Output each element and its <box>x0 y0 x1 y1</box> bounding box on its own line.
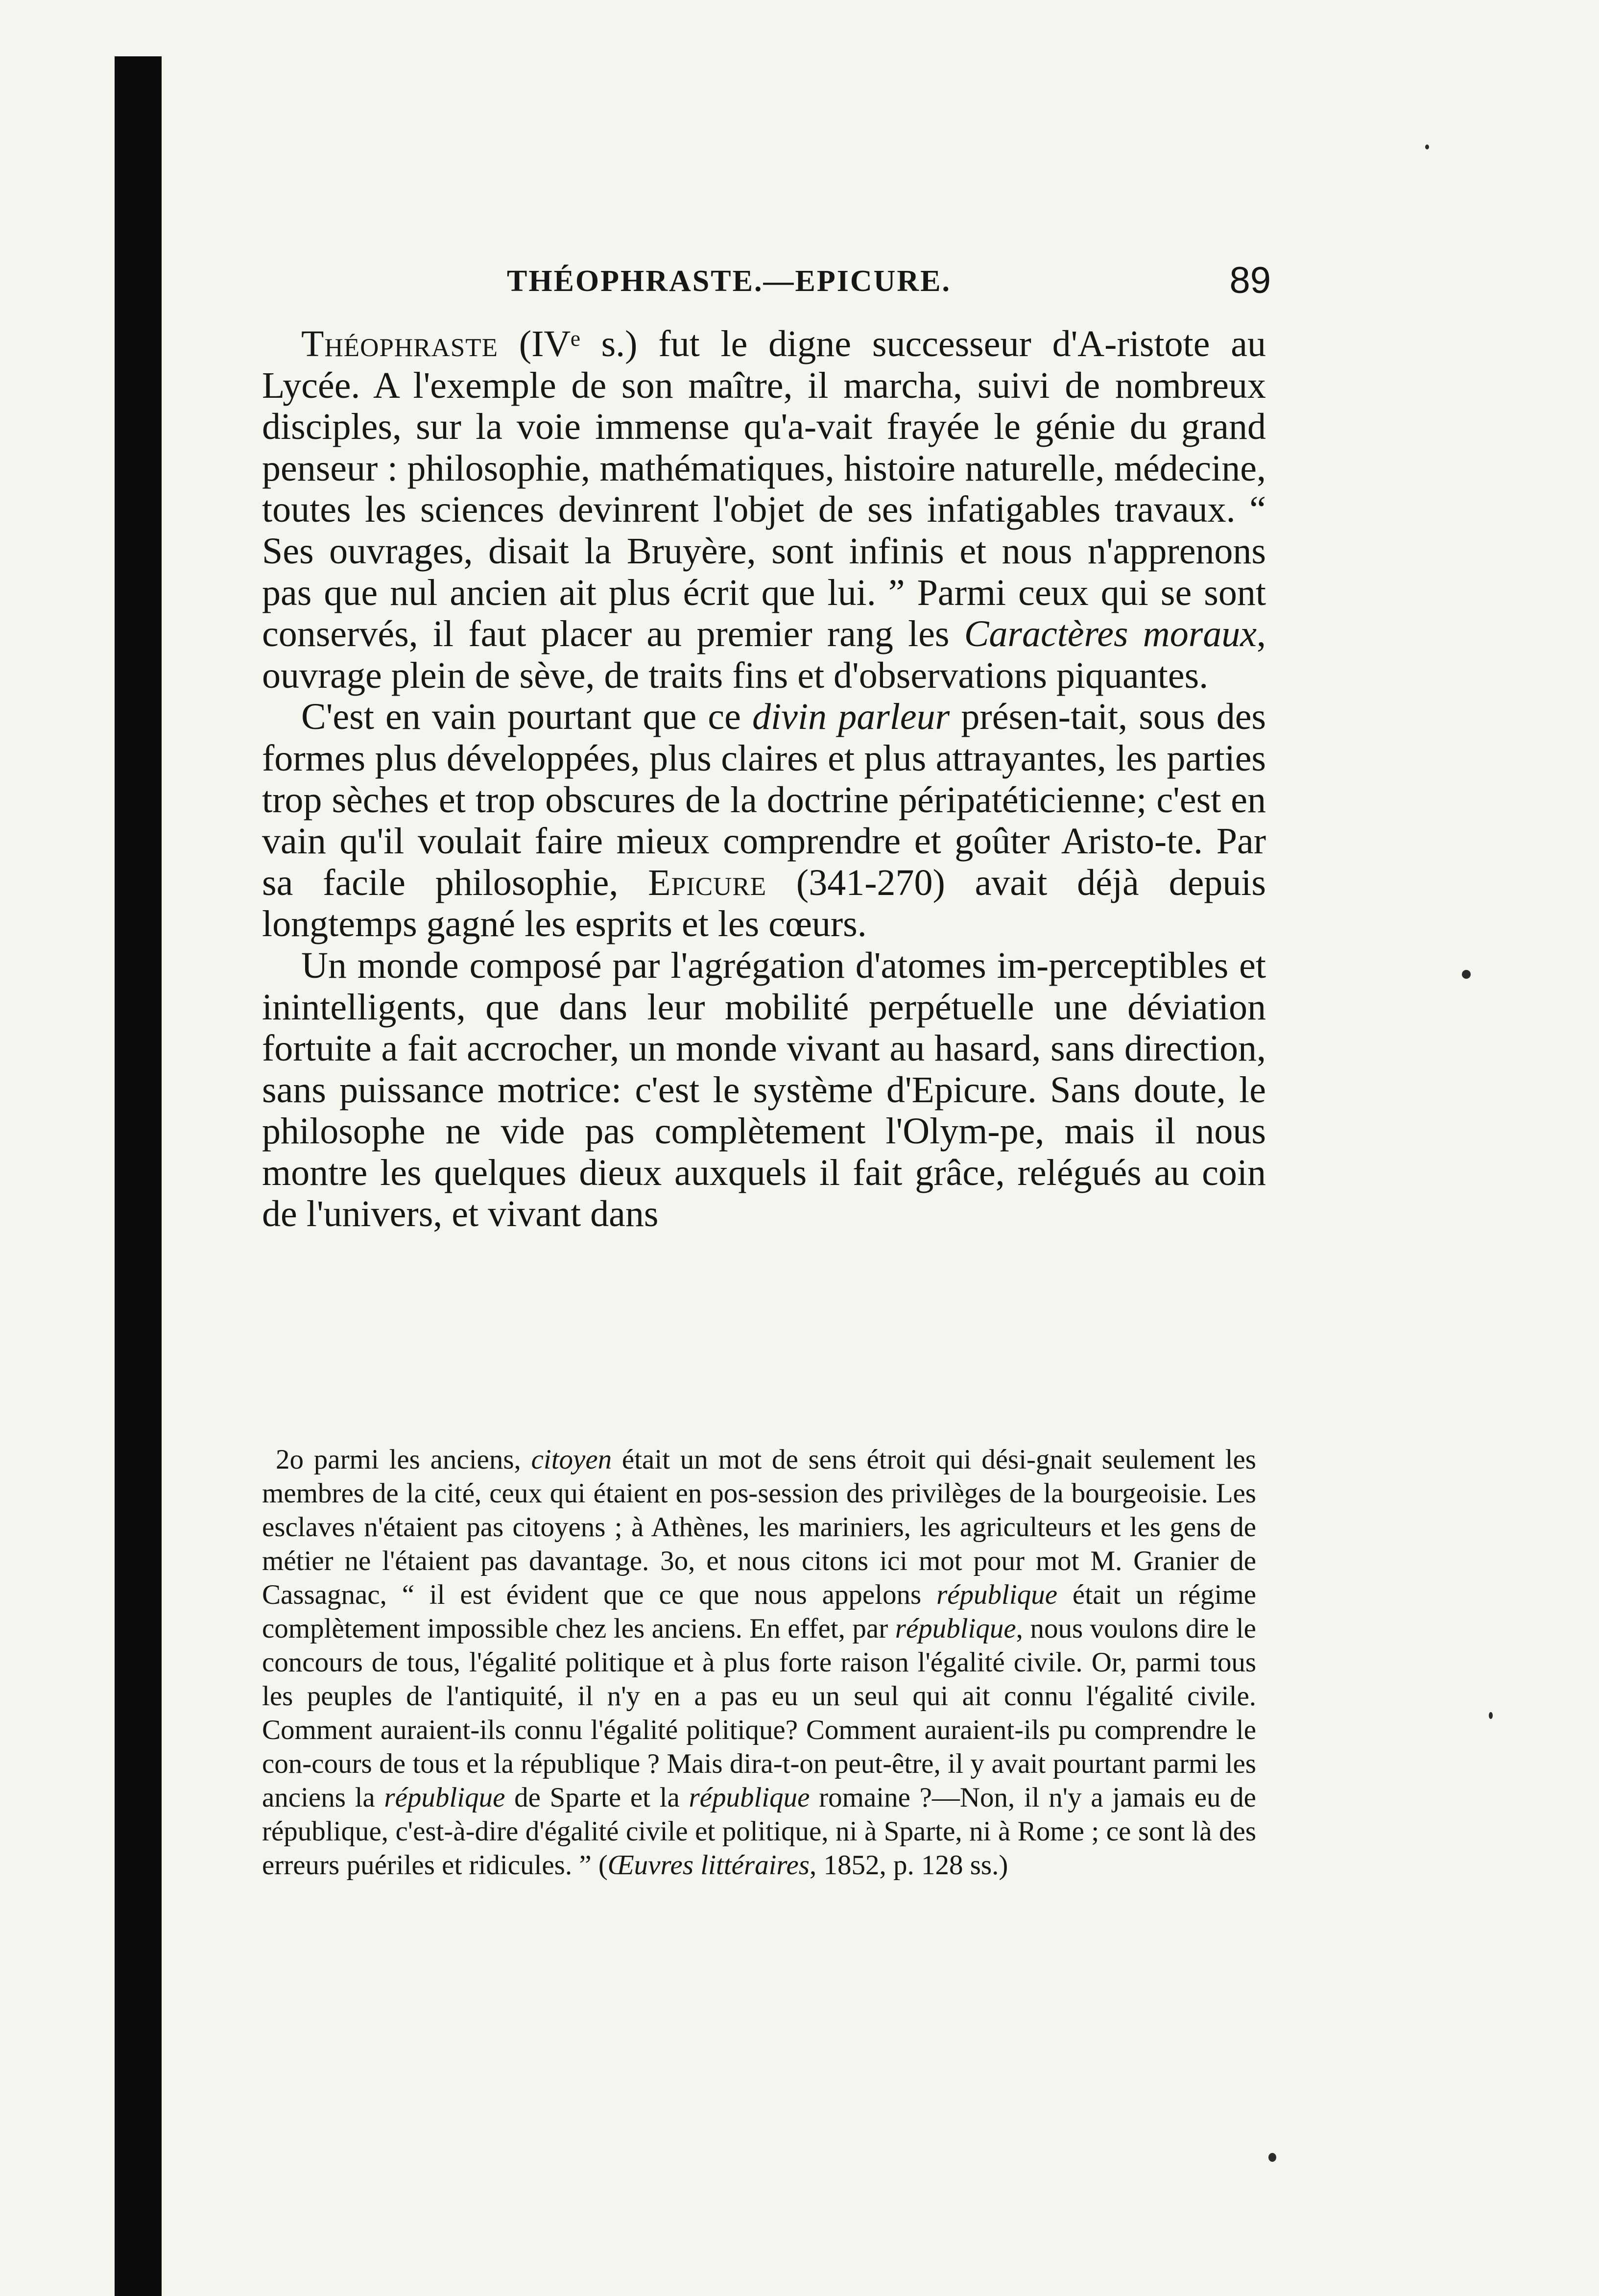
italic-term: république <box>936 1579 1058 1610</box>
page-header <box>507 250 1271 304</box>
italic-term: république <box>384 1782 505 1813</box>
running-title: THÉOPHRASTE.—EPICURE. <box>507 265 952 298</box>
paragraph-theophraste <box>262 323 1266 696</box>
name-epicure: Epicure <box>648 862 767 903</box>
scan-speck <box>1268 2153 1276 2162</box>
italic-term: citoyen <box>531 1444 612 1475</box>
italic-term: république <box>689 1782 810 1813</box>
text-run: (341-270) avait déjà depuis longtemps gagné les esprits et les cœurs. <box>262 862 1266 945</box>
text-run: , 1852, p. 128 ss.) <box>809 1850 1008 1881</box>
name-theophraste: Théophraste <box>301 323 498 364</box>
scan-speck <box>1489 1712 1493 1719</box>
text-run: romaine ?—Non, il n'y a jamais eu de république, c'est-à-dire d'égalité civile et politique, ni à Sparte, ni à Rome ; ce sont là des erreurs puériles et ridicules. ” ( <box>262 1782 1256 1881</box>
text-run: , ouvrage plein de sève, de traits fins et d'observations piquantes. <box>262 613 1266 696</box>
footnote-paragraph <box>262 1443 1256 1882</box>
text-run: C'est en vain pourtant que ce <box>301 696 753 738</box>
scan-speck <box>1462 970 1471 979</box>
italic-term: république <box>895 1613 1016 1644</box>
scan-speck <box>1425 145 1429 149</box>
text-run: présen-tait, sous des formes plus développées, plus claires et plus attrayantes, les parties trop sèches et trop obscures de la doctrine péripatéticienne; c'est en vain qu'il voulait faire mieux comprendre et goûter Aristo-te. Par sa facile philosophie, <box>262 696 1266 903</box>
text-run: était un mot de sens étroit qui dési-gnait seulement les membres de la cité, ceux qui étaient en pos-session des privilèges de la bourgeoisie. Les esclaves n'étaient pas citoyens ; à Athènes, les mariniers, les agriculteurs et les gens de métier ne l'étaient pas davantage. 3o, et nous citons ici mot pour mot M. Granier de Cassagnac, “ il est évident que ce que nous appelons <box>262 1444 1256 1610</box>
footnote <box>262 1443 1256 1882</box>
italic-phrase: divin parleur <box>752 696 950 738</box>
text-run: de Sparte et la <box>505 1782 689 1813</box>
page-number: 89 <box>1229 260 1271 301</box>
italic-title: Caractères moraux <box>964 613 1257 655</box>
italic-citation: Œuvres littéraires <box>607 1850 810 1881</box>
text-run: 2o parmi les anciens, <box>276 1444 531 1475</box>
book-binding-shadow <box>115 56 162 2296</box>
text-run: était un régime complètement impossible chez les anciens. En effet, par <box>262 1579 1256 1644</box>
text-run: , nous voulons dire le concours de tous, l'égalité politique et à plus forte raison l'égalité civile. Or, parmi tous les peuples de l'antiquité, il n'y en a pas eu un seul qui ait connu l'égalité civile. Comment auraient-ils connu l'égalité politique? Comment auraient-ils pu comprendre le con-cours de tous et la république ? Mais dira-t-on peut-être, il y avait pourtant parmi les anciens la <box>262 1613 1256 1813</box>
text-run: (IVᵉ s.) fut le digne successeur d'A-ristote au Lycée. A l'exemple de son maître, il marcha, suivi de nombreux disciples, sur la voie immense qu'a-vait frayée le génie du grand penseur : philosophie, mathématiques, histoire naturelle, médecine, toutes les sciences devinrent l'objet de ses infatigables travaux. “ Ses ouvrages, disait la Bruyère, sont infinis et nous n'apprenons pas que nul ancien ait plus écrit que lui. ” Parmi ceux qui se sont conservés, il faut placer au premier rang les <box>262 323 1266 655</box>
paragraph-atoms: Un monde composé par l'agrégation d'atomes im-perceptibles et inintelligents, que dans leur mobilité perpétuelle une déviation fortuite a fait accrocher, un monde vivant au hasard, sans direction, sans puissance motrice: c'est le système d'Epicure. Sans doute, le philosophe ne vide pas complètement l'Olym-pe, mais il nous montre les quelques dieux auxquels il fait grâce, relégués au coin de l'univers, et vivant dans <box>262 944 1266 1235</box>
paragraph-epicure <box>262 696 1266 945</box>
main-text <box>262 323 1266 1235</box>
